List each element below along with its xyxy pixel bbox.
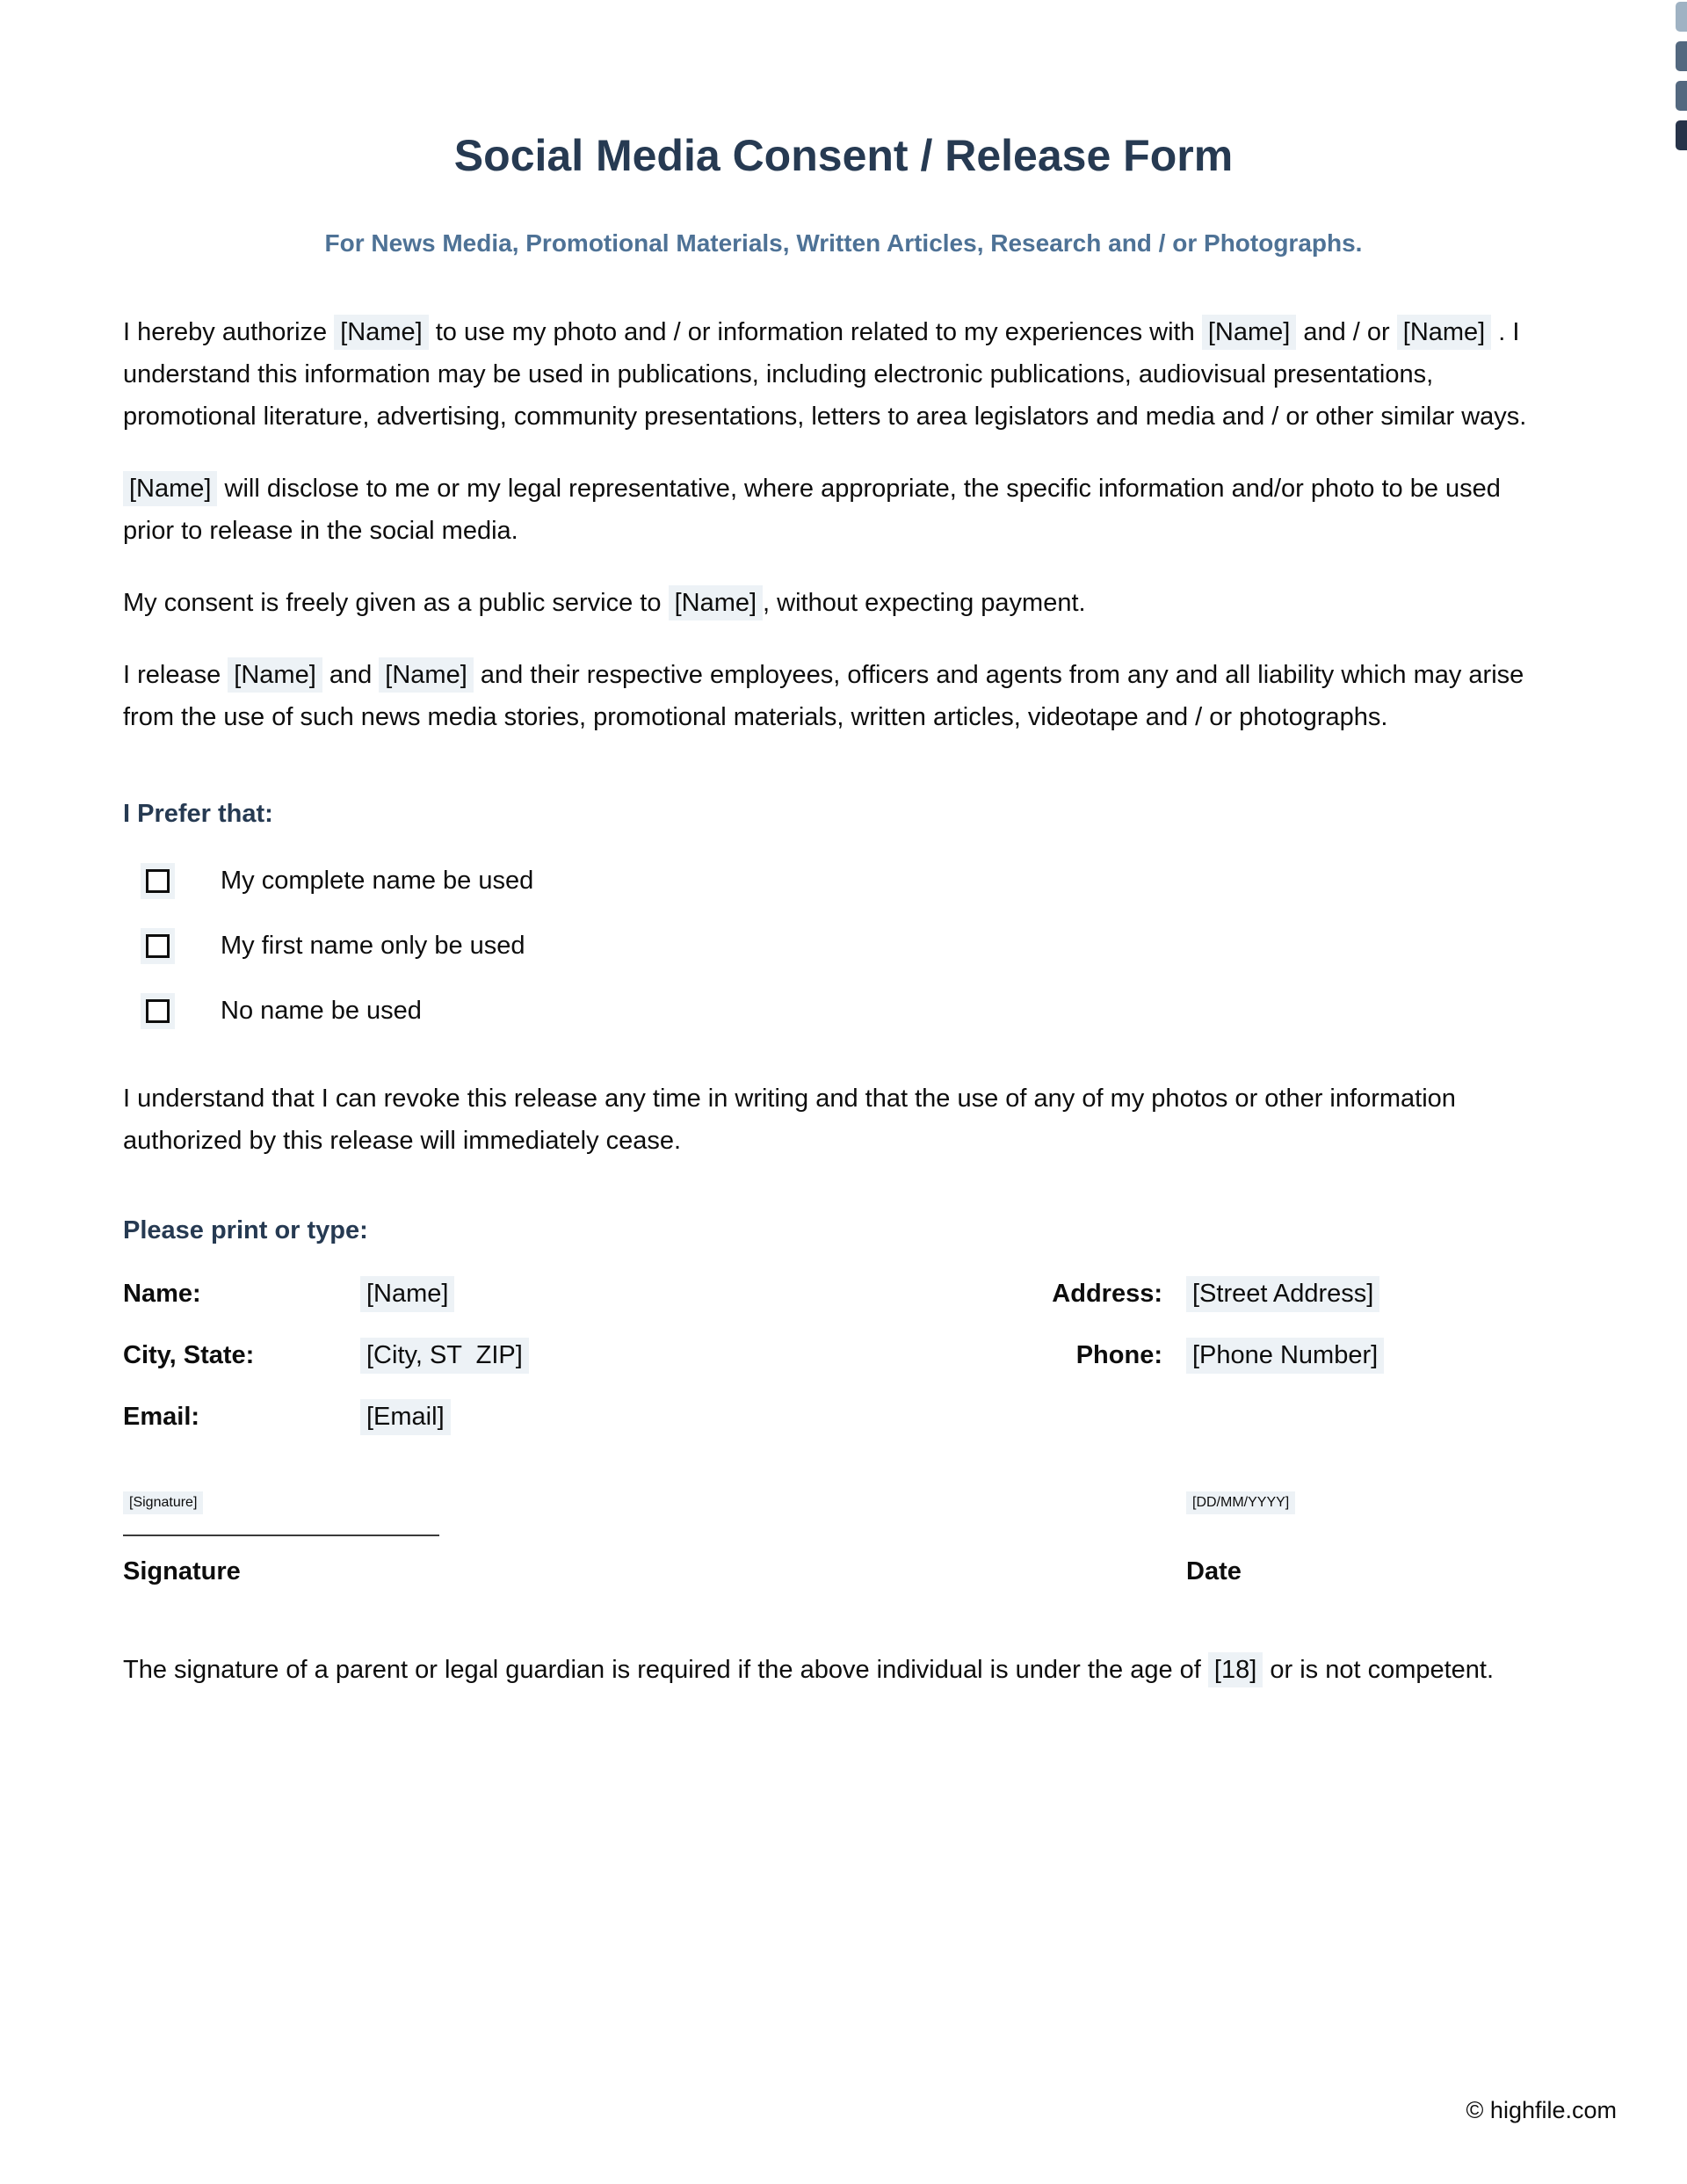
page-subtitle: For News Media, Promotional Materials, Written Articles, Research and / or Photographs. [324, 229, 1363, 257]
signature-labels [123, 1550, 1555, 1593]
paragraph-authorize [123, 311, 1555, 438]
option-complete-name [123, 860, 1555, 902]
city-state-field[interactable]: [City, ST ZIP] [360, 1338, 529, 1374]
option-label: No name be used [221, 996, 422, 1025]
corner-bar-1 [1676, 2, 1687, 32]
text-segment: My consent is freely given as a public service to [123, 589, 669, 617]
option-label: My complete name be used [221, 866, 534, 895]
phone-field[interactable]: [Phone Number] [1186, 1338, 1384, 1374]
placeholder-token[interactable]: [Name] [334, 315, 428, 350]
corner-bar-3 [1676, 81, 1687, 111]
city-state-label: City, State: [123, 1340, 255, 1369]
text-segment: I understand that I can revoke this release any time in writing and that the use of any of my photos or other information authorized by this release will immediately cease. [123, 1085, 1456, 1155]
paragraph-release [123, 654, 1555, 738]
prefer-options [123, 860, 1555, 1032]
page-title: Social Media Consent / Release Form [453, 131, 1234, 180]
name-field[interactable]: [Name] [360, 1276, 454, 1312]
name-label: Name: [123, 1279, 201, 1308]
text-segment: and / or [1296, 318, 1397, 346]
paragraph-revoke [123, 1077, 1555, 1162]
paragraph-guardian [123, 1649, 1555, 1691]
text-segment: to use my photo and / or information related to my experiences with [428, 318, 1202, 346]
text-segment: I release [123, 661, 228, 689]
print-heading: Please print or type: [123, 1216, 368, 1244]
checkbox-highlight [141, 993, 175, 1029]
text-segment: or is not competent. [1263, 1656, 1495, 1684]
footer-copyright: © highfile.com [1466, 2097, 1617, 2123]
signature-row [123, 1482, 1555, 1524]
paragraph-consent [123, 582, 1555, 624]
corner-decoration [1676, 2, 1687, 150]
checkbox-complete-name[interactable] [146, 869, 170, 893]
text-segment: will disclose to me or my legal representative, where appropriate, the specific information and/or photo to be used prior to release in the social media. [123, 475, 1501, 545]
corner-bar-2 [1676, 41, 1687, 71]
option-label: My first name only be used [221, 931, 525, 960]
date-field[interactable]: [DD/MM/YYYY] [1186, 1491, 1295, 1514]
date-label: Date [1186, 1556, 1242, 1585]
address-label: Address: [1052, 1279, 1162, 1308]
phone-label: Phone: [1075, 1340, 1162, 1369]
signature-field[interactable]: [Signature] [123, 1491, 203, 1514]
email-label: Email: [123, 1402, 200, 1431]
option-first-name [123, 925, 1555, 967]
signature-label: Signature [123, 1556, 241, 1585]
document-body [123, 311, 1555, 1691]
paragraph-disclose [123, 468, 1555, 552]
placeholder-token[interactable]: [Name] [123, 471, 217, 506]
option-no-name [123, 990, 1555, 1032]
text-segment: . I understand this information may be used in publications, including electronic publications, audiovisual presentations, promotional literature, advertising, community presentations, letters to area legislators and media and / or other similar ways. [123, 318, 1527, 431]
text-segment: and [322, 661, 380, 689]
placeholder-token[interactable]: [Name] [1202, 315, 1296, 350]
checkbox-highlight [141, 928, 175, 964]
form-row-city-phone [123, 1334, 1555, 1376]
form-row-name-address [123, 1273, 1555, 1315]
checkbox-first-name[interactable] [146, 934, 170, 958]
text-segment: The signature of a parent or legal guardian is required if the above individual is under the age of [123, 1656, 1208, 1684]
text-segment: I hereby authorize [123, 318, 335, 346]
checkbox-highlight [141, 863, 175, 899]
placeholder-token[interactable]: [Name] [1397, 315, 1491, 350]
form-row-email [123, 1396, 1555, 1438]
placeholder-token[interactable]: [Name] [669, 585, 763, 620]
placeholder-token[interactable]: [18] [1208, 1652, 1263, 1687]
print-form [123, 1273, 1555, 1438]
text-segment: , without expecting payment. [763, 589, 1086, 617]
prefer-heading: I Prefer that: [123, 800, 273, 828]
placeholder-token[interactable]: [Name] [379, 657, 473, 693]
corner-bar-4 [1676, 120, 1687, 150]
text-segment: and their respective employees, officers and agents from any and all liability which may arise from the use of such news media stories, promotional materials, written articles, videotape and / or photographs. [123, 661, 1524, 731]
checkbox-no-name[interactable] [146, 999, 170, 1023]
address-field[interactable]: [Street Address] [1186, 1276, 1379, 1312]
placeholder-token[interactable]: [Name] [228, 657, 322, 693]
signature-line [123, 1535, 439, 1536]
email-field[interactable]: [Email] [360, 1399, 451, 1435]
